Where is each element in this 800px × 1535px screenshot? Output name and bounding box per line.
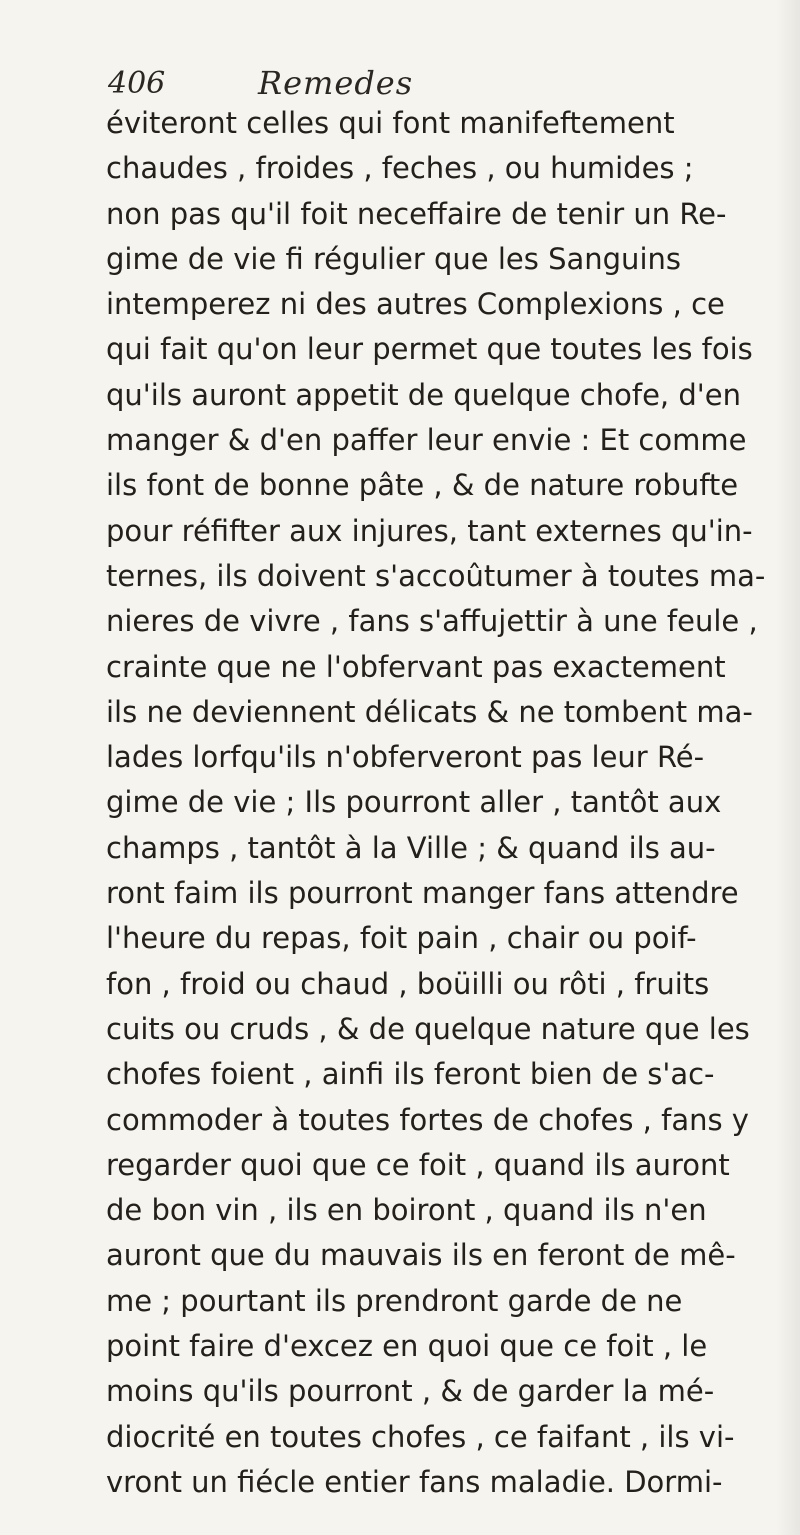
text-line: manger & d'en paffer leur envie : Et comme (106, 423, 747, 458)
text-line: vront un fiécle entier fans maladie. Dormi- (106, 1464, 723, 1499)
text-line: ils ne deviennent délicats & ne tombent ma- (106, 694, 753, 729)
text-line: éviteront celles qui font manifeftement (106, 106, 675, 140)
text-line: me ; pourtant ils prendront garde de ne (106, 1283, 683, 1318)
text-line: qui fait qu'on leur permet que toutes les fois (106, 332, 753, 367)
body-text (106, 101, 796, 1505)
text-line: qu'ils auront appetit de quelque chofe, d'en (106, 377, 741, 412)
text-line: cuits ou cruds , & de quelque nature que les (106, 1011, 750, 1046)
text-line: crainte que ne l'obfervant pas exactement (106, 649, 726, 684)
text-line: l'heure du repas, foit pain , chair ou poif- (106, 921, 697, 956)
text-line: gime de vie fi régulier que les Sanguins (106, 241, 681, 276)
text-line: champs , tantôt à la Ville ; & quand ils au- (106, 830, 716, 865)
page-header (108, 66, 668, 106)
text-line: lades lorfqu'ils n'obferveront pas leur Ré- (106, 740, 705, 775)
text-line: fon , froid ou chaud , boüilli ou rôti , fruits (106, 966, 710, 1001)
text-line: nieres de vivre , fans s'affujettir à une feule , (106, 604, 758, 639)
text-line: diocrité en toutes chofes , ce faifant , ils vi- (106, 1419, 735, 1454)
text-line: point faire d'excez en quoi que ce foit , le (106, 1329, 708, 1364)
page-number: 406 (108, 66, 166, 101)
running-head: Remedes (258, 64, 414, 102)
text-line: auront que du mauvais ils en feront de mê- (106, 1238, 736, 1273)
text-line: intemperez ni des autres Complexions , ce (106, 287, 725, 322)
page-edge-shadow (776, 0, 800, 1535)
text-line: pour réfifter aux injures, tant externes qu'in- (106, 513, 753, 548)
text-line: ternes, ils doivent s'accoûtumer à toutes ma- (106, 558, 766, 593)
text-line: ront faim ils pourront manger fans attendre (106, 876, 739, 911)
text-line: regarder quoi que ce foit , quand ils auront (106, 1147, 730, 1182)
text-line: non pas qu'il foit neceffaire de tenir un Re- (106, 196, 727, 231)
text-line: chofes foient , ainfi ils feront bien de s'ac- (106, 1057, 715, 1092)
text-line: ils font de bonne pâte , & de nature robufte (106, 468, 739, 503)
text-line: moins qu'ils pourront , & de garder la mé- (106, 1374, 715, 1409)
text-line: gime de vie ; Ils pourront aller , tantôt aux (106, 785, 722, 820)
text-line: commoder à toutes fortes de chofes , fans y (106, 1102, 749, 1137)
text-line: chaudes , froides , feches , ou humides ; (106, 151, 694, 186)
text-line: de bon vin , ils en boiront , quand ils n'en (106, 1193, 707, 1228)
